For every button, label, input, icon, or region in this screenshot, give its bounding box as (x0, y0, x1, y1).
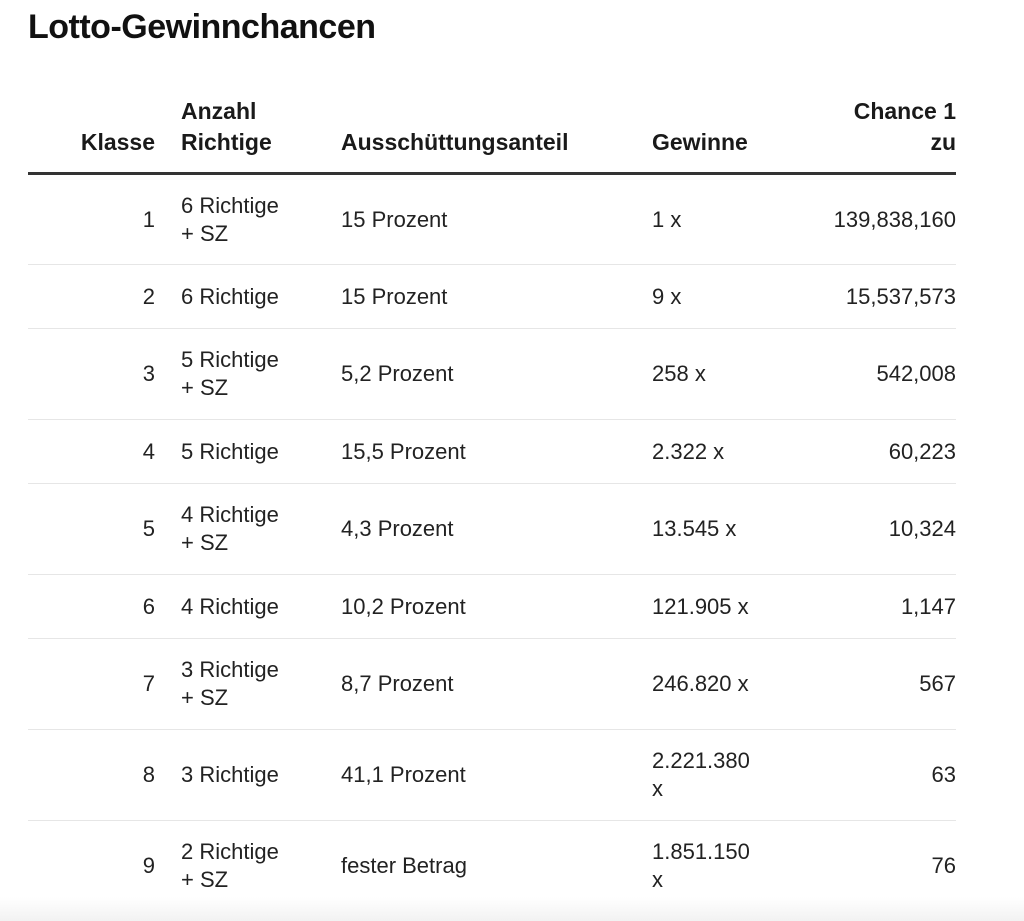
cell-gewinne (624, 265, 769, 329)
cell-gewinne-value: 246.820 x (652, 671, 749, 696)
table-row (28, 639, 956, 730)
page-title: Lotto-Gewinnchancen (28, 8, 376, 46)
cell-gewinne (624, 730, 769, 821)
cell-chance (769, 265, 956, 329)
cell-anteil (313, 174, 624, 265)
cell-klasse-value: 3 (142, 361, 155, 386)
cell-anteil-value: 10,2 Prozent (341, 593, 466, 619)
cell-anteil (313, 575, 624, 639)
cell-chance (769, 730, 956, 821)
cell-klasse-value: 5 (142, 516, 155, 541)
bottom-fade (0, 897, 1024, 921)
cell-anteil-value: fester Betrag (341, 853, 467, 879)
table-row (28, 730, 956, 821)
cell-gewinne (624, 420, 769, 484)
cell-gewinne-value: 1 x (652, 206, 682, 232)
cell-anteil-value: 8,7 Prozent (341, 671, 454, 696)
cell-anteil (313, 639, 624, 730)
header-row (28, 90, 956, 174)
table-row (28, 265, 956, 329)
cell-anteil (313, 329, 624, 420)
cell-klasse (28, 329, 155, 420)
table-row (28, 329, 956, 420)
cell-gewinne-value: 13.545 x (652, 516, 737, 541)
column-header-gewinne (624, 90, 769, 174)
cell-chance (769, 329, 956, 420)
cell-anzahl-value: 6 Richtige (181, 283, 279, 309)
cell-klasse (28, 265, 155, 329)
cell-gewinne-value: 9 x (652, 283, 682, 309)
cell-anteil-value: 15,5 Prozent (341, 438, 466, 464)
cell-gewinne (624, 484, 769, 575)
cell-chance-value: 63 (931, 762, 956, 787)
cell-chance (769, 484, 956, 575)
table-row (28, 420, 956, 484)
table-header (28, 90, 956, 174)
cell-anteil-value: 5,2 Prozent (341, 361, 454, 386)
cell-klasse-value: 9 (142, 853, 155, 879)
cell-chance-value: 15,537,573 (845, 283, 956, 309)
cell-anteil (313, 730, 624, 821)
cell-chance (769, 639, 956, 730)
cell-klasse-value: 8 (142, 762, 155, 787)
cell-chance-value: 76 (931, 853, 956, 879)
cell-klasse (28, 484, 155, 575)
cell-chance (769, 420, 956, 484)
cell-anteil (313, 265, 624, 329)
cell-gewinne-value: 258 x (652, 361, 706, 386)
cell-klasse (28, 575, 155, 639)
column-header-chance (769, 90, 956, 174)
cell-anzahl-value: 3 Richtige (181, 762, 279, 787)
cell-gewinne (624, 575, 769, 639)
cell-chance (769, 575, 956, 639)
odds-table (28, 90, 956, 912)
cell-klasse (28, 174, 155, 265)
cell-gewinne (624, 329, 769, 420)
cell-klasse (28, 730, 155, 821)
cell-anzahl (155, 329, 313, 420)
cell-chance-value: 10,324 (888, 516, 956, 541)
cell-chance-value: 1,147 (900, 593, 956, 619)
cell-gewinne-value: 1.851.150 x (652, 839, 750, 893)
cell-klasse (28, 420, 155, 484)
cell-gewinne-value: 2.221.380 x (652, 748, 750, 801)
cell-gewinne (624, 174, 769, 265)
column-header-chance-label: Chance 1 zu (853, 98, 956, 155)
cell-anzahl-value: 4 Richtige (181, 593, 279, 619)
table-row (28, 575, 956, 639)
cell-anzahl (155, 575, 313, 639)
cell-klasse-value: 6 (142, 593, 155, 619)
cell-klasse-value: 2 (142, 283, 155, 309)
cell-anzahl (155, 174, 313, 265)
cell-chance-value: 139,838,160 (833, 206, 956, 232)
column-header-klasse-label: Klasse (80, 129, 155, 155)
column-header-anteil-label: Ausschüttungsanteil (341, 129, 569, 155)
cell-anzahl-value: 4 Richtige + SZ (181, 502, 279, 555)
cell-anzahl-value: 3 Richtige + SZ (181, 657, 279, 710)
cell-anteil-value: 15 Prozent (341, 206, 448, 232)
cell-anteil (313, 484, 624, 575)
cell-anteil-value: 4,3 Prozent (341, 516, 454, 541)
column-header-anzahl (155, 90, 313, 174)
cell-klasse (28, 639, 155, 730)
cell-anzahl (155, 730, 313, 821)
cell-anteil-value: 15 Prozent (341, 283, 448, 309)
cell-chance (769, 174, 956, 265)
table-body (28, 174, 956, 912)
cell-anzahl (155, 420, 313, 484)
cell-anzahl (155, 484, 313, 575)
cell-chance-value: 542,008 (876, 361, 956, 386)
cell-gewinne-value: 121.905 x (652, 593, 749, 619)
column-header-gewinne-label: Gewinne (652, 129, 748, 155)
column-header-anteil (313, 90, 624, 174)
cell-anzahl-value: 5 Richtige + SZ (181, 347, 279, 400)
cell-anzahl-value: 5 Richtige (181, 438, 279, 464)
cell-klasse-value: 4 (142, 438, 155, 464)
cell-chance-value: 567 (919, 671, 956, 696)
cell-klasse-value: 7 (142, 671, 155, 696)
table-row (28, 484, 956, 575)
cell-gewinne-value: 2.322 x (652, 438, 725, 464)
cell-anzahl-value: 2 Richtige + SZ (181, 839, 279, 893)
cell-anzahl (155, 639, 313, 730)
cell-chance-value: 60,223 (888, 438, 956, 464)
cell-anzahl (155, 265, 313, 329)
cell-anzahl-value: 6 Richtige + SZ (181, 192, 279, 246)
table-row (28, 174, 956, 265)
column-header-anzahl-label: Anzahl Richtige (181, 98, 272, 155)
cell-gewinne (624, 639, 769, 730)
column-header-klasse (28, 90, 155, 174)
cell-anteil (313, 420, 624, 484)
cell-anteil-value: 41,1 Prozent (341, 762, 466, 787)
cell-klasse-value: 1 (142, 206, 155, 232)
